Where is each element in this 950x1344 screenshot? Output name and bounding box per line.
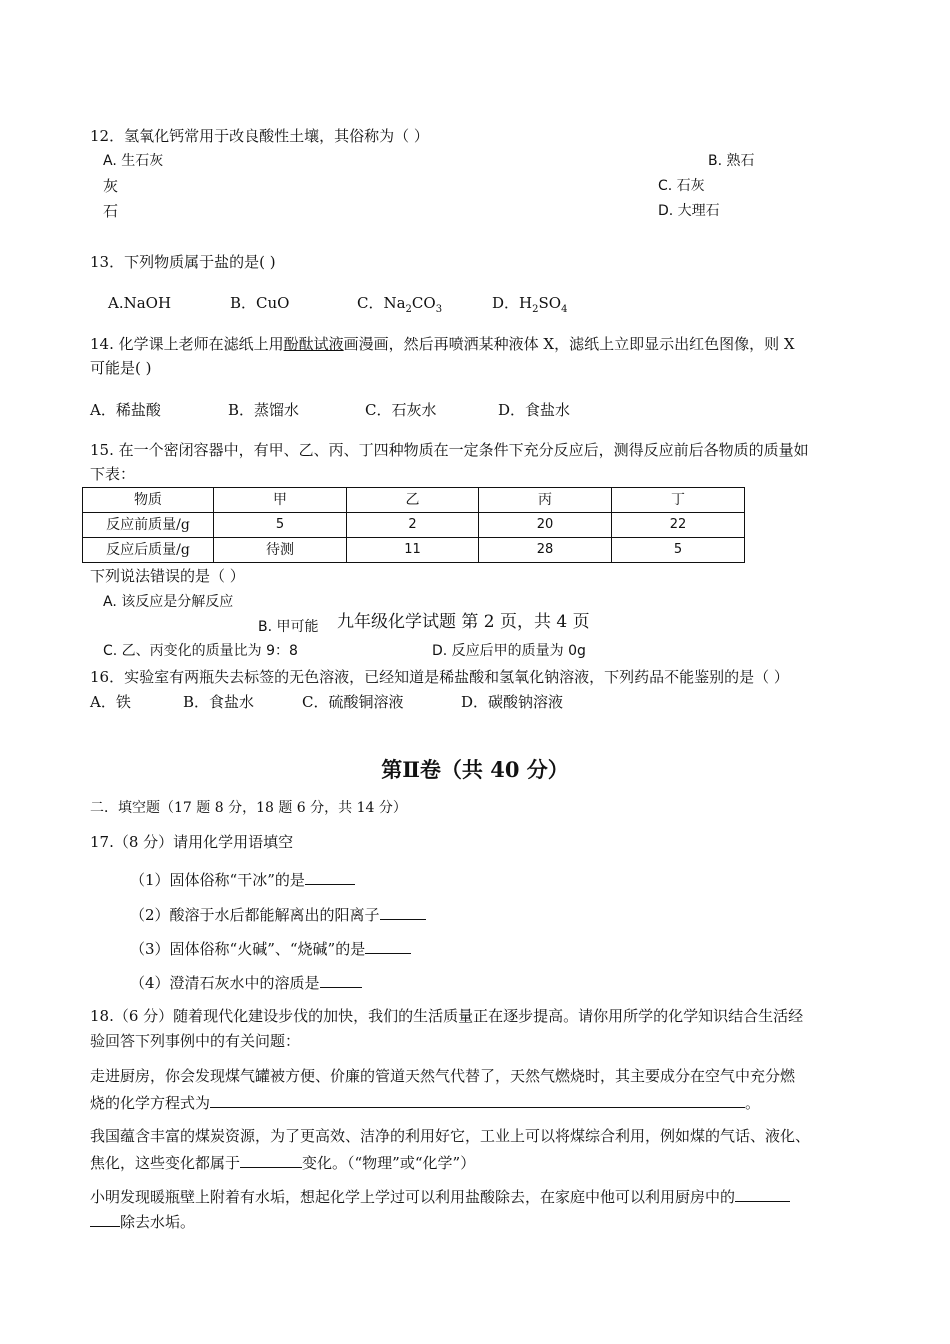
q15-option-c: C. 乙、丙变化的质量比为 9：8 [103,643,298,659]
table-cell: 22 [612,513,745,538]
table-cell: 待测 [214,538,347,563]
q12-option-d: D. 大理石 [658,203,720,219]
q18-stem-line1: 18.（6 分）随着现代化建设步伐的加快，我们的生活质量正在逐步提高。请你用所学的化学知识结合生活经 [90,1007,804,1025]
q14-stem-line1: 14. 化学课上老师在滤纸上用酚酞试液画漫画，然后再喷洒某种液体 X，滤纸上立即显示出红色图像，则 X [90,335,795,353]
q16-option-c: C．硫酸铜溶液 [302,693,404,711]
page-footer: 九年级化学试题 第 2 页，共 4 页 [337,612,590,632]
q13-option-d: D．$H_2SO_4$ [492,294,568,315]
q13-option-a: A.NaOH [108,294,172,312]
table-header: 物质 [83,488,214,513]
table-row [83,538,745,563]
table-cell: 反应前质量/g [83,513,214,538]
q13-option-c: C．$Na_2CO_3$ [357,294,443,315]
answer-blank[interactable] [380,903,426,920]
q15-option-d: D. 反应后甲的质量为 0g [432,643,586,659]
table-cell: 20 [479,513,612,538]
q16-stem: 16．实验室有两瓶失去标签的无色溶液，已经知道是稀盐酸和氢氧化钠溶液，下列药品不能鉴别的是（ ） [90,668,789,686]
q14-option-c: C．石灰水 [365,401,437,419]
q18-p1-line1: 走进厨房，你会发现煤气罐被方便、价廉的管道天然气代替了，天然气燃烧时，其主要成分在空气中充分燃 [90,1067,796,1085]
q15-after-table: 下列说法错误的是（ ） [90,567,245,585]
q16-option-b: B．食盐水 [183,693,255,711]
answer-blank[interactable] [210,1091,745,1108]
table-header: 丁 [612,488,745,513]
table-cell: 反应后质量/g [83,538,214,563]
q18-p3-line2: 除去水垢。 [90,1210,195,1232]
q14-option-d: D．食盐水 [498,401,571,419]
table-cell: 11 [347,538,479,563]
q15-option-a: A. 该反应是分解反应 [103,594,234,610]
part2-title: 第Ⅱ卷（共 40 分） [381,757,569,782]
table-header: 甲 [214,488,347,513]
q17-stem: 17.（8 分）请用化学用语填空 [90,833,294,851]
q15-option-b: B. 甲可能 [258,619,319,635]
table-header-row [83,488,745,513]
q15-stem-line2: 下表： [90,465,136,483]
answer-blank[interactable] [305,868,355,885]
section-heading: 二．填空题（17 题 8 分，18 题 6 分，共 14 分） [90,800,407,816]
q18-stem-line2: 验回答下列事例中的有关问题： [90,1032,301,1050]
q14-stem-line2: 可能是( ) [90,359,152,377]
answer-blank[interactable] [365,937,411,954]
q12-option-b: B. 熟石 [708,153,755,169]
q17-item-3: （3）固体俗称“火碱”、“烧碱”的是 [130,937,411,959]
answer-blank[interactable] [735,1185,790,1202]
table-header: 乙 [347,488,479,513]
q12-option-b-wrap: 灰 [103,177,119,195]
table-cell: 28 [479,538,612,563]
answer-blank[interactable] [240,1151,302,1168]
q16-option-d: D．碳酸钠溶液 [461,693,564,711]
q13-stem: 13．下列物质属于盐的是( ) [90,253,276,271]
answer-blank[interactable] [320,971,362,988]
phenolphthalein-term: 酚酞试液 [283,335,344,353]
q12-option-c: C. 石灰 [658,178,705,194]
table-row [83,513,745,538]
answer-blank-continued[interactable] [90,1210,120,1227]
q16-option-a: A．铁 [90,693,131,711]
table-cell: 5 [214,513,347,538]
q15-stem-line1: 15. 在一个密闭容器中，有甲、乙、丙、丁四种物质在一定条件下充分反应后，测得反应前后各物质的质量如 [90,441,809,459]
table-header: 丙 [479,488,612,513]
q18-p1-line2: 烧的化学方程式为 。 [90,1091,760,1113]
q12-stem: 12．氢氧化钙常用于改良酸性土壤，其俗称为（ ） [90,127,429,145]
q12-option-a: A. 生石灰 [103,153,164,169]
table-cell: 5 [612,538,745,563]
q18-p2-line2: 焦化，这些变化都属于 变化。（“物理”或“化学”） [90,1151,475,1173]
q13-option-b: B．CuO [230,294,290,312]
q14-option-b: B．蒸馏水 [228,401,300,419]
q17-item-1: （1）固体俗称“干冰”的是 [130,868,355,890]
q18-p2-line1: 我国蕴含丰富的煤炭资源，为了更高效、洁净的利用好它，工业上可以将煤综合利用，例如煤的气话、液化、 [90,1127,811,1145]
q18-p3-line1: 小明发现暖瓶壁上附着有水垢，想起化学上学过可以利用盐酸除去，在家庭中他可以利用厨房中的 [90,1185,790,1207]
q17-item-2: （2）酸溶于水后都能解离出的阳离子 [130,903,426,925]
table-cell: 2 [347,513,479,538]
q17-item-4: （4）澄清石灰水中的溶质是 [130,971,362,993]
q12-option-c-wrap: 石 [103,202,119,220]
q14-option-a: A．稀盐酸 [90,401,161,419]
mass-table [82,487,745,563]
